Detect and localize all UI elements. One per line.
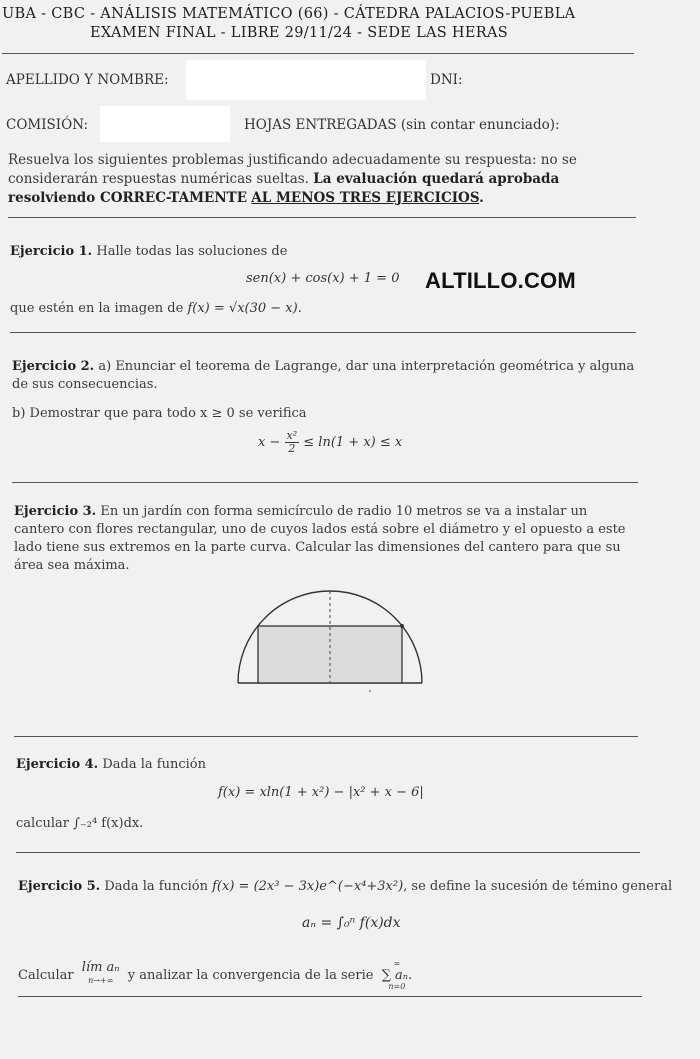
name-field[interactable] [186,60,426,100]
ex2-title: Ejercicio 2. [12,359,95,374]
divider [2,53,634,54]
ex4-title: Ejercicio 4. [16,757,99,772]
ex1-domain: que estén en la imagen de f(x) = √x(30 − x). [10,301,302,316]
ex5-statement: Ejercicio 5. Dada la función f(x) = (2x³ − 3x)e^(−x⁴+3x²), se define la sucesión de témino general [18,879,673,894]
divider [16,852,640,853]
ex2-inequality: x − $\frac{\text{x²}}{2}$ ≤ ln(1 + x) ≤ x [258,429,403,455]
ex5-question: Calcular lím aₙ n→+∞ y analizar la convergencia de la serie ∞ ∑ aₙ. n=0 [18,959,413,991]
ex1-function: f(x) = √x(30 − x). [187,301,302,316]
ex5-function: f(x) = (2x³ − 3x)e^(−x⁴+3x²) [212,879,404,894]
ex4-integral: calcular ∫₋₂⁴ f(x)dx. [16,816,144,831]
divider [14,736,638,737]
commission-field[interactable] [100,106,230,142]
sheets-label: HOJAS ENTREGADAS (sin contar enunciado): [244,117,560,133]
ex1-equation: sen(x) + cos(x) + 1 = 0 [246,271,400,286]
watermark: ALTILLO.COM [425,268,576,293]
ex4-statement: Ejercicio 4. Dada la función [16,757,206,772]
dni-label: DNI: [430,72,463,88]
divider [12,482,638,483]
instructions-text: Resuelva los siguientes problemas justificando adecuadamente su respuesta: no se considerarán respuestas numéricas sueltas. [8,152,577,187]
ex1-title: Ejercicio 1. [10,244,93,259]
divider [10,332,636,333]
ex5-title: Ejercicio 5. [18,879,101,894]
exam-header-line1: UBA - CBC - ANÁLISIS MATEMÁTICO (66) - CÁTEDRA PALACIOS-PUEBLA [2,6,576,22]
semicircle-diagram [230,580,430,695]
exam-header-line2: EXAMEN FINAL - LIBRE 29/11/24 - SEDE LAS HERAS [90,25,508,41]
instructions: Resuelva los siguientes problemas justificando adecuadamente su respuesta: no se considerarán respuestas numéricas sueltas. La evaluación quedará aprobada resolviendo CORREC-TAMENTE AL MENOS TRES EJERCICIOS. [8,152,577,206]
ex3-title: Ejercicio 3. [14,504,97,519]
divider [18,996,642,997]
instructions-emphasis: AL MENOS TRES EJERCICIOS [251,190,480,206]
ex1-statement: Ejercicio 1. Halle todas las soluciones de [10,244,288,259]
ex5-sequence: aₙ = ∫₀ⁿ f(x)dx [302,915,401,931]
commission-label: COMISIÓN: [6,117,89,133]
divider [8,217,636,218]
series-expression: ∞ ∑ aₙ. n=0 [381,959,413,991]
limit-expression: lím aₙ n→+∞ [81,960,120,985]
ex4-function: f(x) = xln(1 + x²) − |x² + x − 6| [218,785,424,800]
ex2-part-b: b) Demostrar que para todo x ≥ 0 se verifica [12,406,307,421]
instructions-bold: La evaluación quedará aprobada resolviendo CORREC-TAMENTE [8,171,560,206]
corner-point [400,624,404,628]
name-label: APELLIDO Y NOMBRE: [6,72,169,88]
ex2-part-a: Ejercicio 2. a) Enunciar el teorema de Lagrange, dar una interpretación geométrica y alguna de sus consecuencias. [12,359,635,392]
ex3-statement: Ejercicio 3. En un jardín con forma semicírculo de radio 10 metros se va a instalar un cantero con flores rectangular, uno de cuyos lados está sobre el diámetro y el opuesto a este lado tiene sus extremos en la parte curva. Calcular las dimensiones del cantero para que su área sea máxima. [14,504,626,573]
